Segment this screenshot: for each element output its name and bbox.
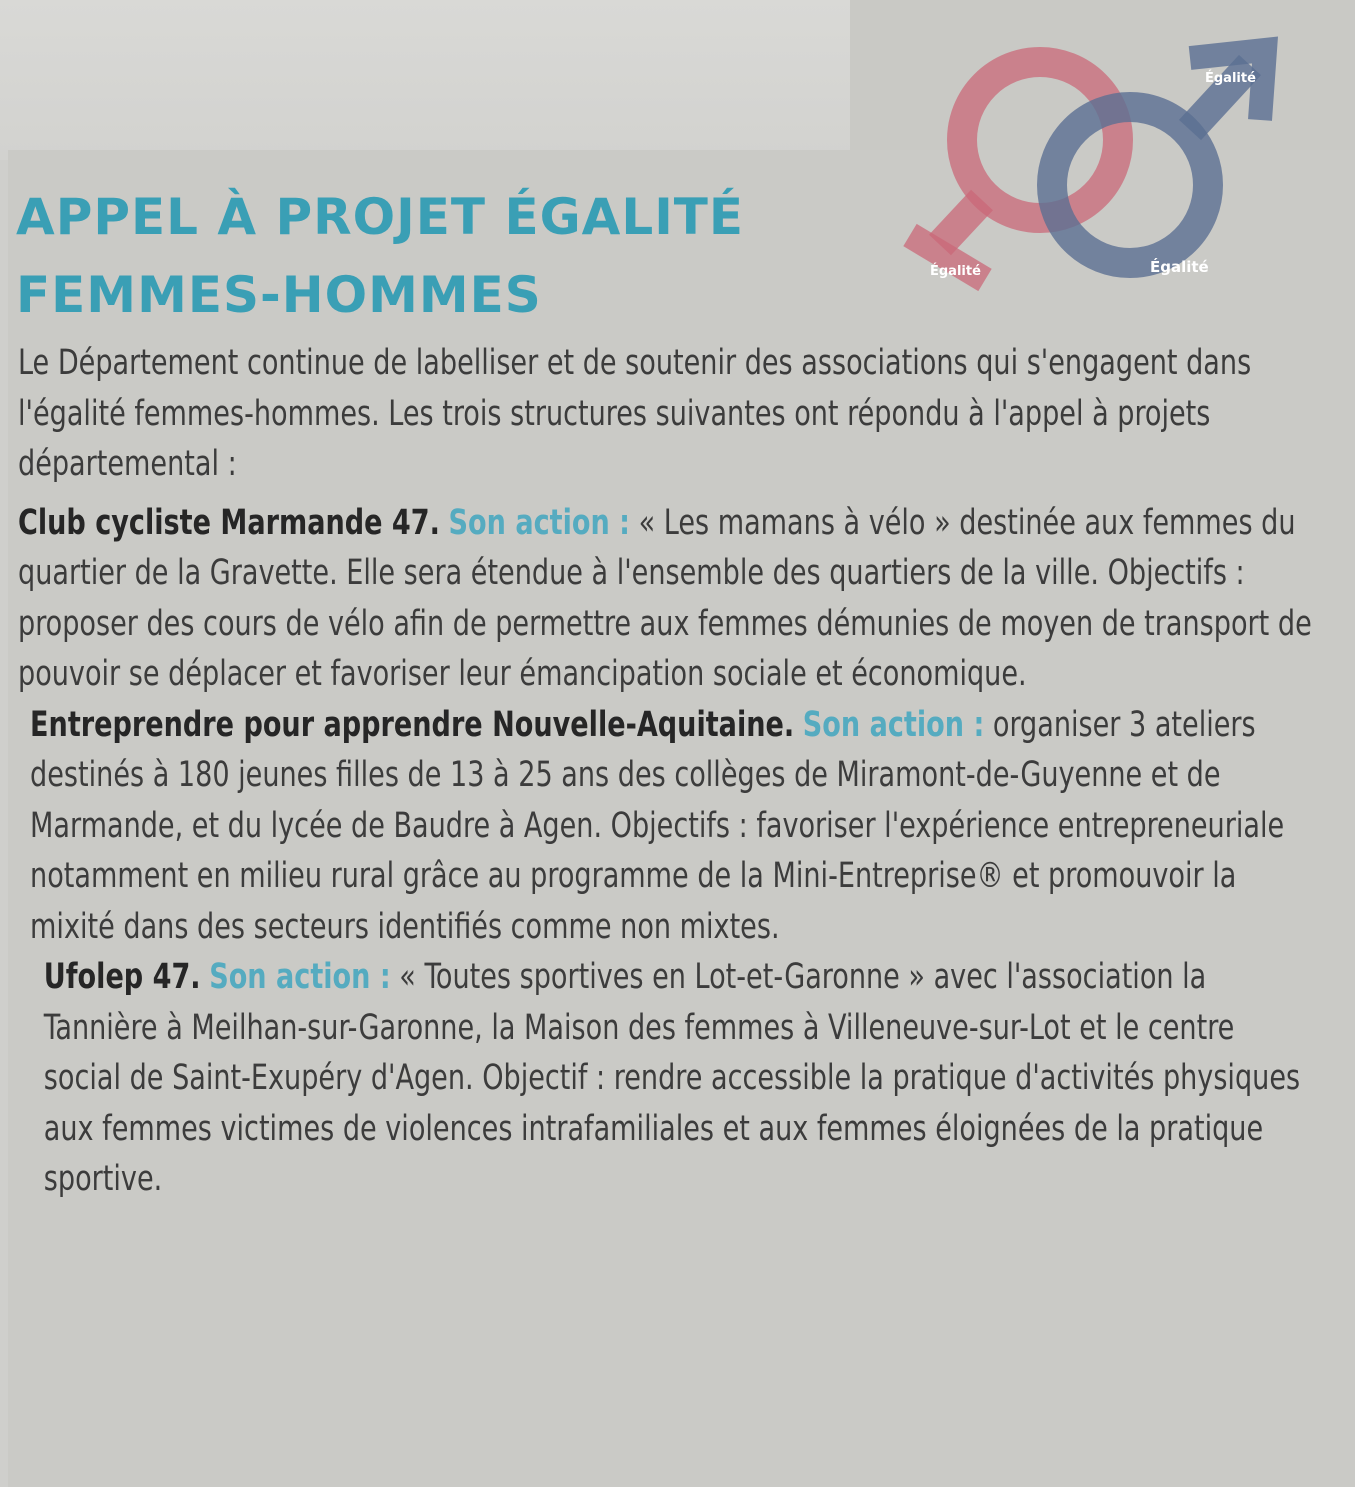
symbol-word-arrow: Égalité [1205,71,1256,86]
symbol-word-male: Égalité [1150,258,1209,276]
item-org-name: Entreprendre pour apprendre Nouvelle-Aquitaine. [30,704,795,745]
item-text: « Toutes sportives en Lot-et-Garonne » avec l'association la Tannière à Meilhan-sur-Garonne, la Maison des femmes à Villeneuve-sur-Lot et le centre social de Saint-Exupéry d'Agen. Objectif : rendre accessible la pratique d'activités physiques aux femmes victimes de violences intrafamiliales et aux femmes éloignées de la pratique sportive. [43,957,1301,1199]
item-action-label: Son action : [802,704,985,745]
item-org-name: Ufolep 47. [43,957,201,997]
item-ufolep [18,952,1318,1205]
title-line-2: FEMMES-HOMMES [16,266,542,324]
paper-background-top [0,0,850,160]
article-body [18,338,1318,1205]
item-action-label: Son action : [448,502,631,543]
article-title [16,178,744,334]
intro-paragraph: Le Département continue de labelliser et de soutenir des associations qui s'engagent dans l'égalité femmes-hommes. Les trois structures suivantes ont répondu à l'appel à projets départemental : [18,343,1252,484]
item-text: « Les mamans à vélo » destinée aux femmes du quartier de la Gravette. Elle sera étendue à l'ensemble des quartiers de la ville. Objectifs : proposer des cours de vélo afin de permettre aux femmes démunies de moyen de transport de pouvoir se déplacer et favoriser leur émancipation sociale et économique. [18,502,1312,694]
item-text: organiser 3 ateliers destinés à 180 jeunes filles de 13 à 25 ans des collèges de Miramont-de-Guyenne et de Marmande, et du lycée de Baudre à Agen. Objectifs : favoriser l'expérience entrepreneuriale notamment en milieu rural grâce au programme de la Mini-Entreprise® et promouvoir la mixité dans des secteurs identifiés comme non mixtes. [30,704,1285,947]
title-line-1: APPEL À PROJET ÉGALITÉ [16,188,745,246]
item-action-label: Son action : [209,957,391,997]
item-entreprendre [18,700,1318,953]
symbol-word-female: Égalité [930,264,981,279]
item-club-cycliste [18,498,1318,700]
item-org-name: Club cycliste Marmande 47. [18,502,440,543]
gender-equality-symbol-icon [890,20,1290,310]
